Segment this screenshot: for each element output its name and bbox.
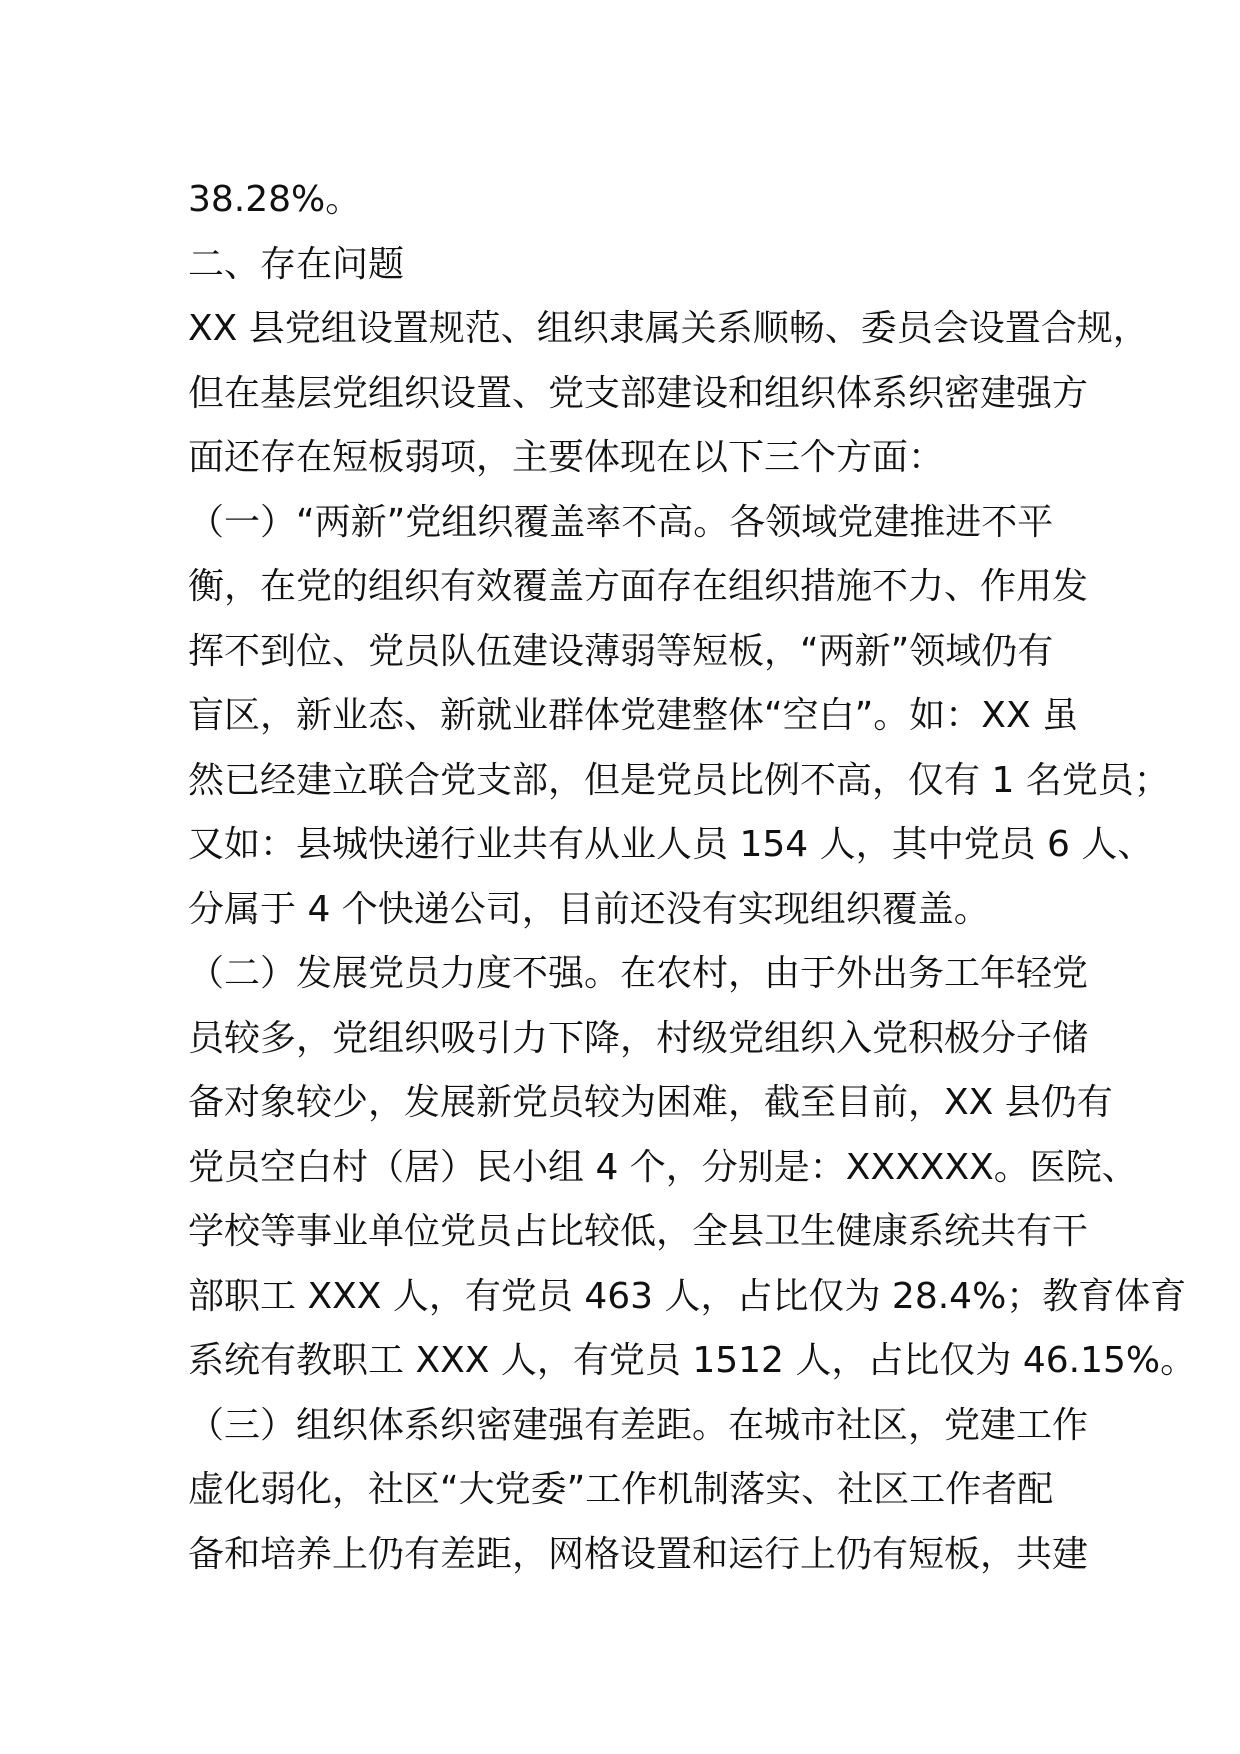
text-line: 员较多，党组织吸引力下降，村级党组织入党积极分子储 (188, 1017, 1089, 1059)
section-heading: 二、存在问题 (188, 243, 405, 285)
subsection-line: （三）组织体系织密建强有差距。在城市社区，党建工作 (188, 1404, 1089, 1446)
text-line: 衡，在党的组织有效覆盖方面存在组织措施不力、作用发 (188, 566, 1089, 607)
text-line: 面还存在短板弱项，主要体现在以下三个方面： (188, 437, 945, 478)
text-line: 部职工 XXX 人，有党员 463 人，占比仅为 28.4%；教育体育 (188, 1275, 1187, 1317)
document-body (188, 168, 1197, 1587)
subsection-line: （二）发展党员力度不强。在农村，由于外出务工年轻党 (188, 953, 1089, 994)
text-line: 盲区，新业态、新就业群体党建整体“空白”。如：XX 虽 (188, 695, 1079, 736)
text-line: 备对象较少，发展新党员较为困难，截至目前，XX 县仍有 (188, 1082, 1113, 1123)
text-line: 然已经建立联合党支部，但是党员比例不高，仅有 1 名党员； (188, 759, 1170, 801)
text-line: 又如：县城快递行业共有从业人员 154 人，其中党员 6 人、 (188, 824, 1154, 865)
text-line: 党员空白村（居）民小组 4 个，分别是：XXXXXX。医院、 (188, 1146, 1138, 1188)
text-line: 38.28%。 (188, 179, 362, 220)
subsection-line: （一）“两新”党组织覆盖率不高。各领域党建推进不平 (188, 501, 1054, 543)
text-line: 系统有教职工 XXX 人，有党员 1512 人，占比仅为 46.15%。 (188, 1340, 1197, 1381)
text-line: 分属于 4 个快递公司，目前还没有实现组织覆盖。 (188, 888, 990, 930)
text-line: 备和培养上仍有差距，网格设置和运行上仍有短板，共建 (188, 1533, 1089, 1575)
text-line: 挥不到位、党员队伍建设薄弱等短板，“两新”领域仍有 (188, 630, 1054, 672)
text-line: XX 县党组设置规范、组织隶属关系顺畅、委员会设置合规， (188, 308, 1149, 349)
text-line: 但在基层党组织设置、党支部建设和组织体系织密建强方 (188, 372, 1089, 414)
text-line: 学校等事业单位党员占比较低，全县卫生健康系统共有干 (188, 1211, 1089, 1252)
text-line: 虚化弱化，社区“大党委”工作机制落实、社区工作者配 (188, 1469, 1054, 1510)
